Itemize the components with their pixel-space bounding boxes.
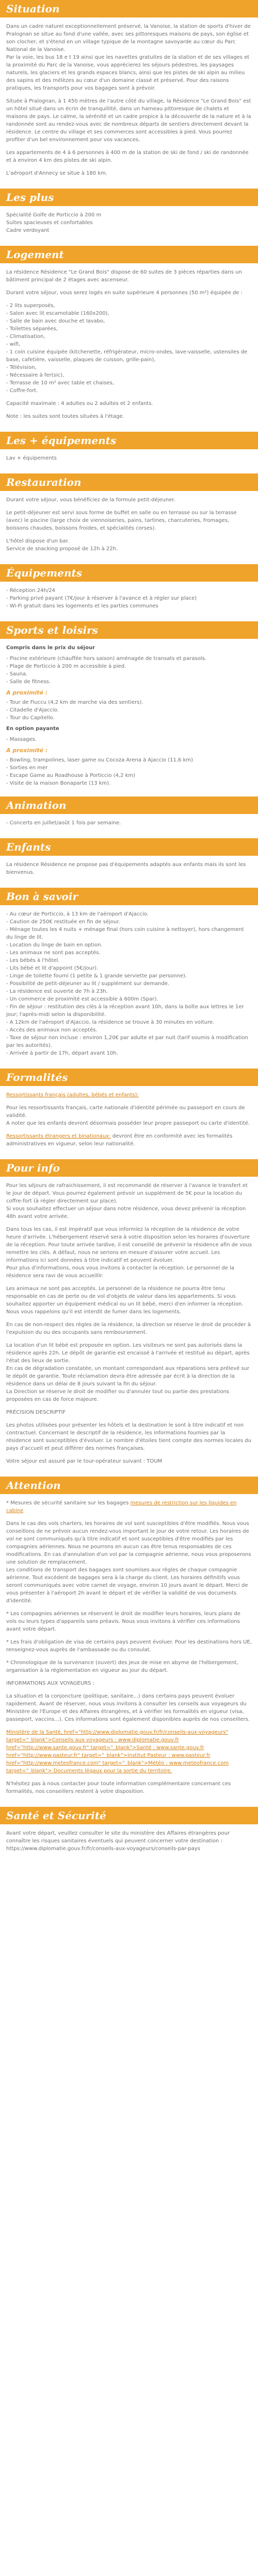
info-operator: Votre séjour est assuré par le tour-opérateur suivant : TOUM [6,1459,163,1464]
sante-paragraph: Avant votre départ, veuillez consulter le site du ministère des Affaires étrangères pour connaître les risques sanitaires éventuels qui peuvent concerner votre destination : https://www.diplomatie.gouv.fr/fr/conseils-aux-voyageurs/conseils-par-pays [6,1831,230,1852]
liquids-restriction-link[interactable]: mesures de restriction sur les liquides en cabine [6,1500,237,1514]
sports-included-list: - Piscine extérieure (chauffée hors saison) aménagée de transats et parasols. - Plage de Porticcio à 200 m accessible à pied. - Sauna. - Salle de fitness. [6,656,207,685]
attention-note: * Chronologique de la survenance (ouvert) des jeux de mise en abyme de l'hébergement, organisation à la réglementation en vigueur au jour du départ. [6,1660,238,1673]
attention-note: La situation et la conjoncture (politique, sanitaire...) dans certains pays peuvent évoluer rapidement. Avant de réserver, nous vous invitons à consulter les conseils aux voyageurs du Ministère de l'Europe et des Affaires étrangères, et à vérifier les formalités en vigueur (visa, passeport, vaccins...). Ces informations sont également disponibles auprès de nos conseillers. [6,1693,250,1722]
bon-a-savoir-list: - Au cœur de Porticcio, à 13 km de l'aéroport d'Ajaccio. - Caution de 250€ restituée en fin de séjour. - Ménage toutes les 4 nuits + ménage final (hors coin cuisine à nettoyer), hors changement du linge de lit. - Location du linge de bain en option. - Les animaux ne sont pas acceptés. - Les bébés à l'hôtel. - Lits bébé et lit d'appoint (5€/jour). - Linge de toilette fourni (1 petite & 1 grande serviette par personne). - Possibilité de petit-déjeuner au lit / supplément sur demande. - La résidence est ouverte de 7h à 23h. - Un commerce de proximité est accessible à 600m (Spar). - Fin de séjour : restitution des clés à la réception avant 10h, dans la boîte aux lettres le 1er jour; l'après-midi selon la disponibilité. - A 12km de l'aéroport d'Ajaccio, la résidence se trouve à 30 minutes en voiture. - Accès des animaux non acceptés. - Taxe de séjour non incluse : environ 1,20€ par adulte et par nuit (tarif soumis à modification par les autorités). - Arrivée à partir de 17h, départ avant 10h. [6,911,248,1056]
info-paragraph: Dans tous les cas, il est impératif que vous informiez la réception de la résidence de votre heure d'arrivée. L'hébergement réservé sera à votre disposition selon les horaires d'ouverture de la réception. Pour toute arrivée tardive, il est conseillé de prévenir la résidence afin de vous remettre les clés. A défaut, nous ne serions en mesure d'assurer votre accueil. Les informations ici sont données à titre indicatif et peuvent évoluer. Pour plus d'informations, nous vous invitons à contacter la réception. Le personnel de la résidence sera ravi de vous accueillir. [6,1227,252,1279]
section-title-situation: Situation [0,0,258,18]
restauration-paragraph: Durant votre séjour, vous bénéficiez de la formule petit-déjeuner. [6,497,175,503]
formalites-french-link[interactable]: Ressortissants français (adultes, bébés et enfants): [6,1092,139,1098]
section-plus [0,206,258,246]
situation-paragraph: Dans un cadre naturel exceptionnellement préservé, la Vanoise, la station de sports d'hiver de Pralognan se situe au fond d'une vallée, avec ses pittoresques maisons de pays, son église et son clocher, et s'étend en un village typique de la montagne savoyarde au cœur du Parc National de la Vanoise. Par la voie, les bus 18 e t 19 ainsi que les navettes gratuites de la station et de ses villages et la proximité du Parc de la Vanoise, vous apprécierez les séjours pédestres, les paysages naturels, les glaciers et les grands espaces blancs, ainsi que les pistes de ski alpin au milieu des sapins et des mélèzes au cœur d'un domaine classé et préservé. Pour des raisons pratiques, les transports pour vos bagages sont à prévoir. [6,24,251,91]
equipements-list: - Réception 24h/24 - Parking privé payant (7€/jour à réserver à l'avance et à régler sur place) - Wi-Fi gratuit dans les logements et les parties communes [6,588,197,609]
logement-paragraph: La résidence Résidence "Le Grand Bois" dispose de 60 suites de 3 pièces réparties dans un bâtiment principal de 2 étages avec ascenseur. [6,269,242,283]
attention-note: Dans le cas des vols charters, les horaires de vol sont susceptibles d'être modifiés. Nous vous conseillons de ne prévoir aucun rendez-vous important le jour de votre retour. Les horaires de vol ne sont communiqués qu'à titre indicatif et sont susceptibles d'être modifiés par les compagnies aériennes. Nous ne pourrons en aucun cas être tenus responsables de ces modifications. En cas d'annulation d'un vol par la compagnie aérienne, nous vous proposerons une solution de remplacement. Les conditions de transport des bagages sont soumises aux règles de chaque compagnie aérienne. Tout excédent de bagages sera à la charge du client. Les horaires définitifs vous seront communiqués avec votre carnet de voyage, environ 10 jours avant le départ. Merci de vous présenter à l'aéroport 2h avant le départ et de vérifier la validité de vos documents d'identité. [6,1521,251,1604]
logement-equipment-list: - 2 lits superposés, - Salon avec lit escamotable (160x200), - Salle de bain avec douche et lavabo, - Toilettes séparées, - Climatisation, - wifi, - 1 coin cuisine équipée (kitchenette, réfrigérateur, micro-ondes, lave-vaisselle, ustensiles de base, cafetière, vaisselle, plaques de cuisson, grille-pain), - Télévision, - Nécessaire à fer(sic), - Terrasse de 10 m² avec table et chaises, - Coffre-fort. [6,303,248,394]
section-sante [0,1824,258,1864]
sports-paid-heading: En option payante [6,726,59,732]
formalites-foreign-block [6,1132,252,1148]
section-title-animation: Animation [0,796,258,814]
attention-note: * Mesures de sécurité sanitaire sur les bagages [6,1500,129,1506]
logement-paragraph: Durant votre séjour, vous serez logés en suite supérieure 4 personnes (50 m²) équipée de : [6,290,243,296]
section-title-enfants: Enfants [0,838,258,856]
sports-nearby-heading-2: A proximité : [6,747,48,754]
traveler-info-heading: INFORMATIONS AUX VOYAGEURS : [6,1681,95,1686]
animation-paragraph: - Concerts en juillet/août 1 fois par semaine. [6,820,121,826]
sports-nearby-list: - Tour de Fiuccu (4,2 km de marche via des sentiers). - Citadelle d'Ajaccio. - Tour du Capitello. [6,700,143,721]
section-equipements [0,582,258,621]
section-title-sante: Santé et Sécurité [0,1807,258,1824]
section-title-pour-info: Pour info [0,1159,258,1177]
section-title-restauration: Restauration [0,473,258,491]
situation-paragraph: L'aéroport d'Annecy se situe à 180 km. [6,171,108,176]
section-situation [0,18,258,189]
formalites-french-block [6,1091,252,1099]
restauration-paragraph: Le petit-déjeuner est servi sous forme de buffet en salle ou en terrasse ou sur la terrasse (avec) le piscine (large choix de viennoiseries, pains, tartines, charcuteries, fromages, boissons chaudes, boissons froides, et spécialités corses). [6,510,237,531]
logement-capacity: Capacité maximale : 4 adultes ou 2 adultes et 2 enfants. [6,401,153,406]
logement-note: Note : les suites sont toutes situées à l'étage. [6,414,124,419]
section-attention [0,1494,258,1807]
section-enfants [0,856,258,888]
sports-paid-list: - Massages. [6,737,37,742]
section-pour-info [0,1177,258,1477]
formalites-foreign-text: devront être en conformité avec les formalités administratives en vigueur, selon leur nationalité. [6,1133,233,1147]
equipements-paragraph: Lav + équipements [6,455,57,461]
formalites-french-text: Pour les ressortissants français, carte nationale d'identité périmée ou passeport en cours de validité. A noter que les enfants devront désormais posséder leur propre passeport ou carte d'identité. [6,1105,250,1126]
info-paragraph: La location d'un lit bébé est proposée en option. Les visiteurs ne sont pas autorisés dans la résidence après 22h. Le dépôt de garantie est encaissé à l'arrivée et restitué au départ, après l'état des lieux de sortie. En cas de dégradation constatée, un montant correspondant aux réparations sera prélevé sur le dépôt de garantie. Toute réclamation devra être adressée par écrit à la direction de la résidence dans un délai de 8 jours suivant la fin du séjour. La Direction se réserve le droit de modifier ou d'annuler tout ou partie des prestations proposées en cas de force majeure. [6,1343,250,1402]
sports-nearby-paid-list: - Bowling, trampolines, laser game ou Cocoza Arena à Ajaccio (11,6 km) - Sorties en mer - Escape Game au Roadhouse à Porticcio (4,2 km) - Visite de la maison Bonaparte (13 km). [6,757,193,786]
attention-note-block [6,1499,252,1515]
situation-paragraph: Située à Pralognan, à 1 450 mètres de l'autre côté du village, la Résidence "Le Grand Bois" est un hôtel situé dans un écrin de tranquillité, dans un hameau pittoresque de chalets et maisons de pays. Le calme, la sérénité et un cadre propice à la découverte de la nature et à la randonnée sont au rendez-vous avec de nombreux départs de sentiers directement devant la résidence. Le centre du village et ses commerces sont accessibles à pied. Vous pourrez profiter d'un bel environnement pour vos vacances. [6,98,251,143]
info-paragraph: Les photos utilisées pour présenter les hôtels et la destination le sont à titre indicatif et non contractuel. Concernant le descriptif de la résidence, les informations fournies par la résidence sont susceptibles d'évoluer. Le nombre d'étoiles tient compte des normes locales du pays d'accueil et peut différer des normes françaises. [6,1422,251,1451]
section-title-formalites: Formalités [0,1069,258,1086]
section-title-sports: Sports et loisirs [0,621,258,639]
section-title-attention: Attention [0,1477,258,1494]
section-animation [0,814,258,838]
section-title-equipements: Équipements [0,564,258,582]
section-logement [0,263,258,432]
sports-nearby-heading: A proximité : [6,689,48,696]
info-paragraph: En cas de non-respect des règles de la résidence, la direction se réserve le droit de procéder à l'expulsion du ou des occupants sans remboursement. [6,1322,251,1335]
sports-included-heading: Compris dans le prix du séjour [6,645,95,651]
plus-list: Spécialité Golfe de Porticcio à 200 m Suites spacieuses et confortables Cadre verdoyant [6,212,102,233]
info-precision-heading: PRÉCISION DESCRIPTIF [6,1410,66,1415]
section-title-plus: Les plus [0,189,258,206]
section-sports [0,639,258,796]
enfants-paragraph: La résidence Résidence ne propose pas d'équipements adaptés aux enfants mais ils sont les bienvenus. [6,862,246,875]
section-formalites [0,1086,258,1159]
info-paragraph: Pour les séjours de rafraichissement, il est recommandé de réserver à l'avance le transfert et le jour de départ. Vous pourrez également prévoir un supplément de 5€ pour la location du coffre-fort (à régler directement sur place). Si vous souhaitez effectuer un séjour dans notre résidence, vous devez prévenir la réception 48h avant votre arrivée. [6,1183,248,1219]
section-restauration [0,491,258,564]
attention-note: N'hésitez pas à nous contacter pour toute information complémentaire concernant ces formalités, nos conseillers restent à votre disposition. [6,1781,231,1794]
info-paragraph: Les animaux ne sont pas acceptés. Le personnel de la résidence ne pourra être tenu responsable en cas de perte ou de vol d'objets de valeur dans les appartements. Si vous souhaitez apporter un équipement médical ou un lit bébé, merci d'en informer la réception. Nous vous rappelons qu'il est interdit de fumer dans les logements. [6,1286,244,1315]
section-equipements-plus [0,449,258,473]
ministry-links[interactable]: Ministère de la Santé, href="http://www.diplomatie.gouv.fr/fr/conseils-aux-voyageurs" target="_blank">Conseils aux voyageurs : www.diplomatie.gouv.fr href="http://www.sante.gouv.fr" target="_blank">Santé : www.sante.gouv.fr href="http://www.pasteur.fr" target="_blank">Institut Pasteur : www.pasteur.fr href="http://www.meteofrance.com" target="_blank">Météo : www.meteofrance.com target="_blank"> Documents légaux pour la sortie du territoire. [6,1730,229,1774]
formalites-foreign-link[interactable]: Ressortissants étrangers et binationaux: [6,1133,111,1139]
attention-note: * Les frais d'obligation de visa de certains pays peuvent évoluer. Pour les destinations hors UE, renseignez-vous auprès de l'ambassade ou du consulat. [6,1639,252,1653]
restauration-paragraph: L'hôtel dispose d'un bar. Service de snacking proposé de 12h à 22h. [6,538,118,552]
situation-paragraph: Les appartements de 4 à 6 personnes à 400 m de la station de ski de fond / ski de randonnée et à environ 4 km des pistes de ski alpin. [6,150,249,163]
section-title-equipements-plus: Les + équipements [0,432,258,449]
section-title-bon-a-savoir: Bon à savoir [0,888,258,905]
attention-note: * Les compagnies aériennes se réservent le droit de modifier leurs horaires, leurs plans de vols ou leurs types d'appareils sans préavis. Nous vous invitons à vérifier ces informations avant votre départ. [6,1611,240,1632]
section-title-logement: Logement [0,246,258,263]
section-bon-a-savoir [0,905,258,1069]
